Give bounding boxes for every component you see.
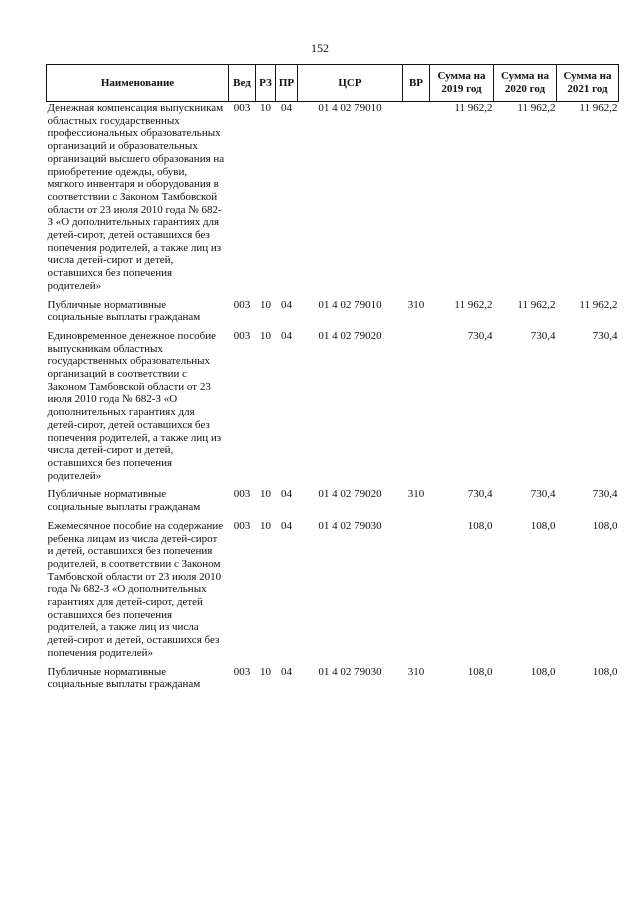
row-csr: 01 4 02 79010 — [318, 102, 382, 114]
row-ved: 003 — [233, 298, 251, 311]
row-vr — [403, 520, 430, 666]
row-name: Публичные нормативные социальные выплаты гражданам — [47, 488, 201, 514]
row-name: Ежемесячное пособие на содержание ребенка лицам из числа детей-сирот и детей, оставшихся без попечения родителей, в соответствии с Законом Тамбовской области от 23 июля 2010 года № 682-З «О дополнительных гарантиях для детей-сирот, детей оставшихся без попечения родителей, а также лиц из числа детей-сирот и детей, оставшихся без попечения родителей» — [47, 519, 224, 659]
row-csr: 01 4 02 79030 — [318, 665, 382, 678]
row-sum-2020: 730,4 — [530, 488, 556, 501]
table-row — [47, 330, 619, 488]
row-rz: 10 — [260, 519, 271, 532]
row-sum-2020: 11 962,2 — [517, 102, 556, 114]
row-pr: 04 — [281, 102, 292, 114]
row-sum-2019: 11 962,2 — [454, 102, 493, 114]
table-header-row — [47, 65, 619, 102]
row-ved: 003 — [233, 488, 251, 501]
row-name: Публичные нормативные социальные выплаты гражданам — [47, 298, 201, 324]
row-name: Публичные нормативные социальные выплаты гражданам — [47, 665, 201, 691]
row-vr — [403, 102, 430, 299]
row-csr: 01 4 02 79020 — [318, 488, 382, 501]
column-header-sum-2021: Сумма на 2021 год — [557, 65, 619, 102]
table-row — [47, 299, 619, 330]
row-sum-2020: 11 962,2 — [517, 298, 556, 311]
column-header-name: Наименование — [47, 65, 229, 102]
column-header-rz: РЗ — [256, 65, 276, 102]
row-pr: 04 — [281, 519, 292, 532]
table-row — [47, 488, 619, 519]
budget-table — [46, 64, 619, 697]
row-sum-2020: 108,0 — [530, 519, 556, 532]
row-name: Единовременное денежное пособие выпускникам областных государственных образовательных организаций в соответствии с Законом Тамбовской области от 23 июля 2010 года № 682-З «О дополнительных гарантиях для детей-сирот, детей оставшихся без попечения родителей, а также лиц из числа детей-сирот и детей, оставшихся без попечения родителей» — [47, 329, 222, 482]
row-rz: 10 — [260, 102, 271, 114]
column-header-csr: ЦСР — [298, 65, 403, 102]
row-sum-2021: 730,4 — [592, 488, 618, 501]
row-sum-2019: 108,0 — [467, 519, 493, 532]
row-ved: 003 — [233, 102, 251, 114]
row-rz: 10 — [260, 488, 271, 501]
row-pr: 04 — [281, 329, 292, 342]
column-header-sum-2019: Сумма на 2019 год — [430, 65, 494, 102]
column-header-ved: Вед — [229, 65, 256, 102]
row-ved: 003 — [233, 519, 251, 532]
row-rz: 10 — [260, 665, 271, 678]
row-rz: 10 — [260, 329, 271, 342]
row-csr: 01 4 02 79030 — [318, 519, 382, 532]
column-header-pr: ПР — [276, 65, 298, 102]
row-sum-2021: 108,0 — [592, 665, 618, 678]
row-sum-2019: 108,0 — [467, 665, 493, 678]
row-vr: 310 — [407, 298, 425, 311]
column-header-vr: ВР — [403, 65, 430, 102]
row-vr — [403, 330, 430, 488]
row-vr: 310 — [407, 488, 425, 501]
row-name: Денежная компенсация выпускникам областных государственных профессиональных образовательных организаций и образовательных организаций высшего образования на приобретение одежды, обуви, мягкого инвентаря и оборудования в соответствии с Законом Тамбовской области от 23 июля 2010 года № 682-З «О дополнительных гарантиях для детей-сирот, детей оставшихся без попечения родителей, а также лиц из числа детей-сирот и детей, оставшихся без попечения родителей» — [47, 102, 225, 292]
page-number: 152 — [311, 41, 329, 55]
row-sum-2019: 11 962,2 — [454, 298, 493, 311]
row-csr: 01 4 02 79010 — [318, 298, 382, 311]
row-pr: 04 — [281, 488, 292, 501]
row-sum-2020: 730,4 — [530, 329, 556, 342]
table-row — [47, 666, 619, 697]
row-ved: 003 — [233, 329, 251, 342]
row-rz: 10 — [260, 298, 271, 311]
row-sum-2020: 108,0 — [530, 665, 556, 678]
row-csr: 01 4 02 79020 — [318, 329, 382, 342]
row-vr: 310 — [407, 665, 425, 678]
column-header-sum-2020: Сумма на 2020 год — [494, 65, 557, 102]
row-pr: 04 — [281, 298, 292, 311]
row-sum-2021: 11 962,2 — [579, 102, 618, 114]
row-sum-2021: 108,0 — [592, 519, 618, 532]
row-sum-2019: 730,4 — [467, 329, 493, 342]
row-sum-2021: 11 962,2 — [579, 298, 618, 311]
row-pr: 04 — [281, 665, 292, 678]
table-row — [47, 102, 619, 299]
row-ved: 003 — [233, 665, 251, 678]
row-sum-2019: 730,4 — [467, 488, 493, 501]
table-row — [47, 520, 619, 666]
row-sum-2021: 730,4 — [592, 329, 618, 342]
